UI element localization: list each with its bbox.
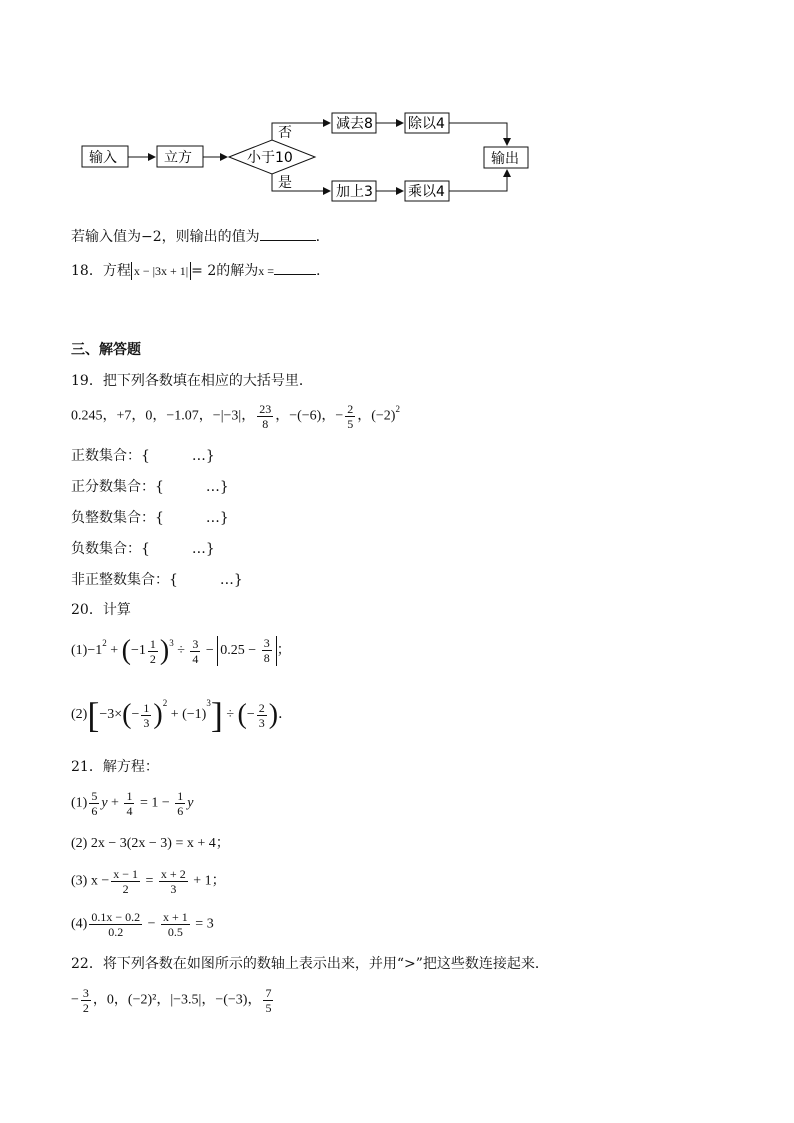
q20-f1d: 2: [149, 651, 156, 666]
q18-blank: [274, 262, 316, 275]
q22-title: 22．将下列各数在如图所示的数轴上表示出来，并用“>”把这些数连接起来．: [71, 956, 549, 972]
q20-lp3: (: [237, 699, 247, 730]
q21-h: 2: [122, 882, 129, 896]
q21-e: 1: [177, 789, 184, 803]
flow-output: 输出: [491, 151, 519, 167]
flow-add3: 加上3: [336, 184, 373, 200]
q22-b: 2: [82, 1001, 89, 1015]
set-non-positive-integer: 非正整数集合：{ …}: [71, 572, 243, 588]
q21-frac-x2-3: [159, 867, 188, 896]
q22-nums: ，0，(−2)²，|−3.5|，−(−3)，: [92, 992, 262, 1008]
q19-n5num: 2: [347, 402, 354, 416]
q19-n1: 0.245，+7，0，−1.07，: [71, 408, 213, 424]
q18-eq2: = 2的解为: [191, 263, 259, 279]
q21-c: 1: [126, 789, 133, 803]
q19-n3den: 8: [262, 417, 269, 431]
q21-frac-1-6: [175, 789, 185, 818]
q21-l: 0.2: [108, 925, 124, 939]
q21-k: 0.1x − 0.2: [91, 910, 141, 924]
q21-frac-5-6: [89, 789, 99, 818]
q19-title: 19．把下列各数填在相应的大括号里．: [71, 373, 313, 389]
q21-e3: (3) x −: [71, 873, 110, 889]
q20-f4d: 3: [143, 715, 150, 730]
q19-n4: ，−(−6)，−: [275, 408, 344, 424]
q20-end1: ；: [276, 643, 291, 659]
q19-n3num: 23: [259, 402, 272, 416]
q21-b: 6: [91, 804, 98, 818]
q20-frac-3-4: [190, 637, 200, 666]
q20-frac-2-3: [257, 701, 267, 730]
q21-f: 6: [177, 804, 184, 818]
q21-frac-x1-2: [111, 867, 140, 896]
q20-p2: (2): [71, 707, 88, 723]
set-positive: 正数集合：{ …}: [71, 448, 215, 464]
q20-f3d: 8: [263, 651, 270, 666]
q21-g: x − 1: [113, 867, 139, 881]
q20-lparen: (: [121, 635, 131, 666]
set-negative: 负数集合：{ …}: [71, 541, 215, 557]
q20-f1n: 1: [149, 636, 156, 651]
set-negative-integer: 负整数集合：{ …}: [71, 510, 229, 526]
flow-no: 否: [278, 125, 292, 141]
q21-eq1: (1) $\frac{5}{6}$ y + $\frac{1}{4}$ = 1 − $\frac{1}{6}$ y: [71, 789, 194, 818]
q19-n6exp: 2: [395, 404, 400, 414]
q21-frac-a: [89, 910, 142, 939]
flow-sub8: 减去8: [336, 116, 373, 132]
q17-blank: [260, 228, 316, 241]
q20-f5n: 2: [258, 700, 265, 715]
q20-lbrack: [: [87, 695, 100, 735]
q22-frac-3-2: [81, 986, 91, 1015]
q21-e1: (1): [71, 795, 88, 811]
q21-j: 3: [170, 882, 177, 896]
q18-xeq: x =: [258, 264, 275, 278]
q21-i: x + 2: [160, 867, 186, 881]
q20-exp3b: 3: [206, 698, 211, 708]
q20-rp3: ): [268, 699, 279, 730]
flow-div4: 除以4: [408, 116, 445, 132]
flow-yes: 是: [278, 175, 292, 191]
q20-f2n: 3: [192, 636, 199, 651]
q17-end: .: [315, 229, 321, 245]
q18-prefix: 18．方程: [71, 263, 131, 279]
q20-f4n: 1: [143, 700, 150, 715]
flow-condition: 小于10: [247, 150, 293, 166]
q18-eqtext: x − |3x + 1|: [133, 264, 189, 278]
q19-frac-2-5: [345, 402, 355, 431]
q22-a: 3: [82, 986, 89, 1000]
q21-n: 0.5: [167, 925, 183, 939]
flow-mul4: 乘以4: [408, 184, 445, 200]
q21-e4: (4): [71, 916, 88, 932]
q20-rp2: ): [153, 699, 163, 730]
q18-end: .: [316, 263, 321, 279]
q20-rbrack: ]: [210, 695, 223, 735]
q22-d: 5: [265, 1001, 272, 1015]
q17-text: [71, 228, 320, 246]
q20-frac-1-2: [148, 637, 158, 666]
q19-n2: −|−3|，: [212, 408, 256, 424]
section-title: 三、解答题: [71, 342, 141, 358]
flow-cube: 立方: [164, 150, 192, 166]
q17-question: 若输入值为−2，则输出的值为: [71, 229, 260, 245]
q22-c: 7: [265, 986, 272, 1000]
q20-part1: $(1)-1^2 + (-1$ $\frac{1}{2}$ )$^3$ ÷ $\frac{3}{4}$ − 0.25 − $\frac{3}{8}$ ；: [71, 635, 291, 666]
q22-frac-7-5: [263, 986, 273, 1015]
q20-p1exp: 2: [102, 638, 107, 648]
q20-p1: (1)−1: [71, 643, 103, 659]
q21-eq3: (3) x − $\frac{x - 1}{2}$ = $\frac{x + 2}{3}$ + 1；: [71, 867, 226, 896]
q20-f2d: 4: [192, 651, 199, 666]
q20-abs: 0.25 − $\frac{3}{8}$: [217, 636, 276, 666]
q21-eq2: (2) 2x − 3(2x − 3) = x + 4；: [71, 836, 230, 851]
q20-title: 20．计算: [71, 602, 131, 618]
q21-m: x + 1: [163, 910, 188, 924]
q22-numbers: − $\frac{3}{2}$ ，0，(−2)²，|−3.5|，−(−3)， $\frac{7}{5}$: [71, 986, 272, 1015]
q18-abs: [131, 262, 191, 280]
q20-end2: ．: [278, 707, 293, 723]
q20-rparen: ): [159, 635, 170, 666]
q20-exp3: 3: [169, 638, 174, 648]
q20-frac-1-3: [141, 701, 151, 730]
q19-numbers: [71, 402, 400, 431]
flow-input: 输入: [89, 150, 117, 166]
q20-frac-3-8: [262, 636, 272, 665]
q20-lp2: (: [122, 699, 132, 730]
q21-eq4: (4) $\frac{0.1x - 0.2}{0.2}$ − $\frac{x + 1}{0.5}$ = 3: [71, 910, 214, 939]
q20-f5d: 3: [258, 715, 265, 730]
q20-part2: (2)[−3×(− $\frac{1}{3}$ )$^2 + (-1)^3$] ÷ (− $\frac{2}{3}$ )．: [71, 695, 293, 735]
q20-f3n: 3: [263, 636, 270, 651]
flowchart: [0, 0, 794, 215]
q19-frac-23-8: [257, 402, 273, 431]
q18-text: [71, 262, 321, 280]
q21-frac-b: [161, 910, 190, 939]
q20-exp2: 2: [162, 698, 168, 708]
q19-n5den: 5: [347, 417, 354, 431]
q21-d: 4: [126, 804, 133, 818]
q21-title: 21．解方程：: [71, 759, 159, 775]
q21-a: 5: [91, 789, 98, 803]
q19-n6: ，(−2): [357, 408, 396, 424]
q21-frac-1-4: [124, 789, 134, 818]
set-positive-fraction: 正分数集合：{ …}: [71, 479, 229, 495]
